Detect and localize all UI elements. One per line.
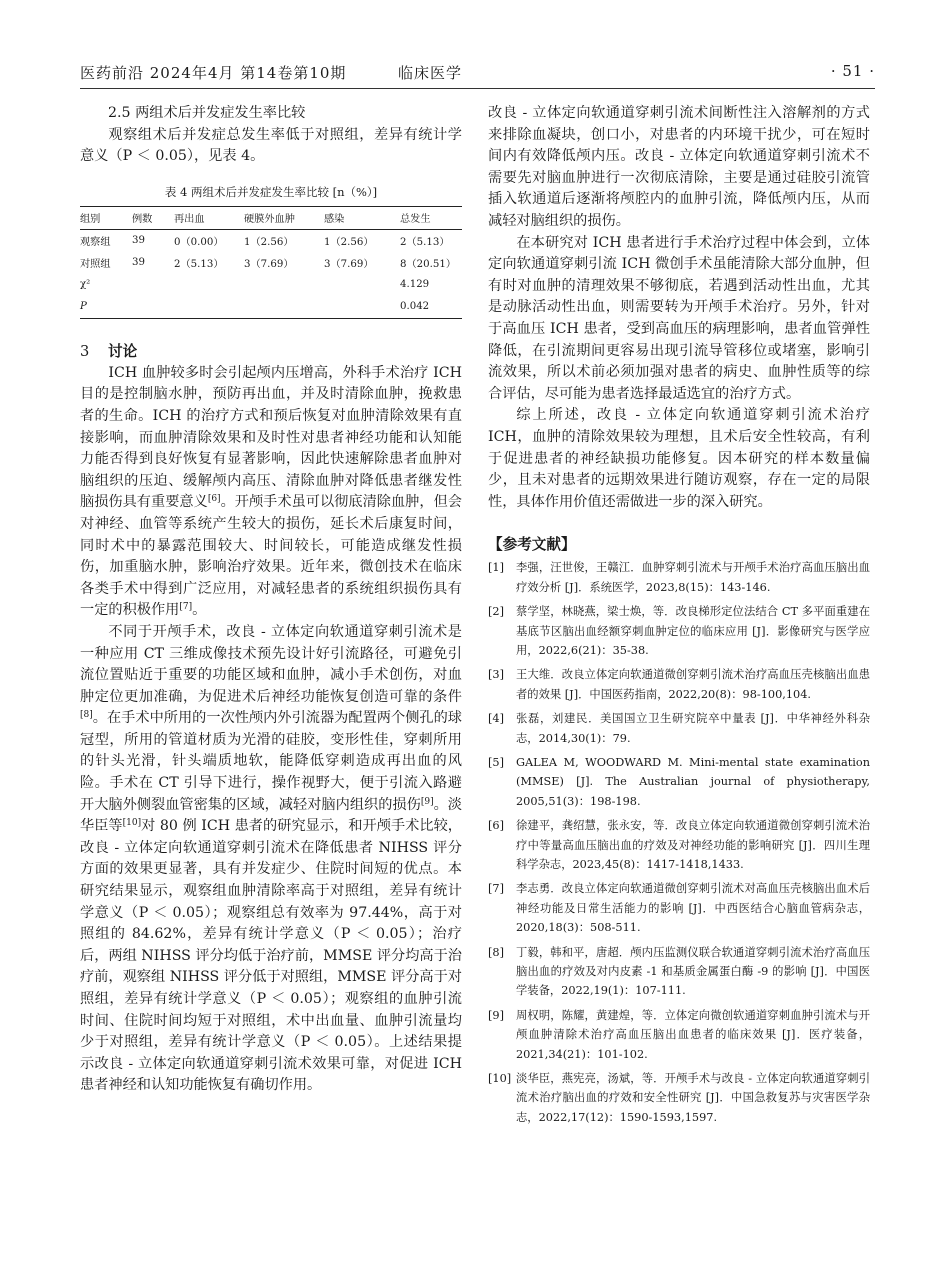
reference-item: [488, 879, 870, 937]
reference-number: [6]: [488, 819, 505, 833]
reference-number: [10]: [488, 1072, 512, 1086]
right-column: [488, 103, 870, 1132]
table-row: [80, 252, 462, 274]
reference-text: 淡华臣，燕宪亮，汤斌，等．开颅手术与改良 - 立体定向软通道穿刺引流术治疗脑出血的疗效和安全性研究 [J]．中国急救复苏与灾害医学杂志，2022,17(12)：1590-1593,1597.: [516, 1072, 870, 1124]
paragraph-experience: 在本研究对 ICH 患者进行手术治疗过程中体会到，立体定向软通道穿刺引流 ICH 微创手术虽能清除大部分血肿，但有时对血肿的清理效果不够彻底，若遇到活动性出血，尤其是动脉活动性出血，则需要转为开颅手术治疗。另外，针对于高血压 ICH 患者，受到高血压的病理影响，患者血管弹性降低，在引流期间更容易出现引流导管移位或堵塞，影响引流效果，所以术前必须加强对患者的病史、血肿性质等的综合评估，尽可能为患者选择最适选宜的治疗方式。: [488, 234, 870, 402]
table-cell: 39: [132, 235, 145, 247]
table-cell: P: [80, 296, 132, 319]
left-column: [80, 103, 462, 1097]
reference-item: [488, 602, 870, 660]
table-header-cell: 硬膜外血肿: [244, 206, 324, 229]
table-cell: 1（2.56）: [244, 237, 294, 249]
table-cell: [132, 274, 174, 296]
table-header-cell: 再出血: [174, 206, 244, 229]
table-header-cell: 总发生: [400, 206, 462, 229]
reference-item: [488, 816, 870, 874]
citation: [10]: [122, 818, 142, 829]
text-run: 。淡华臣等: [80, 796, 462, 835]
reference-item: [488, 558, 870, 597]
header-rule: [80, 88, 875, 89]
table-cell: χ²: [80, 279, 91, 291]
references-heading: 【参考文献】: [488, 536, 576, 554]
reference-text: 丁毅，韩和平，唐超．颅内压监测仪联合软通道穿刺引流术治疗高血压脑出血的疗效及对内皮素 -1 和基质金属蛋白酶 -9 的影响 [J]．中国医学装备，2022,19(1)：107-111.: [516, 945, 870, 998]
table-cell: [174, 274, 244, 296]
table-header-row: [80, 206, 462, 229]
table-cell: 2（5.13）: [400, 237, 450, 249]
citation: [6]: [207, 494, 221, 505]
table-cell: [244, 274, 324, 296]
table-cell: [244, 296, 324, 319]
reference-text: 王大维．改良立体定向软通道微创穿刺引流术治疗高血压壳核脑出血患者的效果 [J]．中国医药指南，2022,20(8)：98-100,104.: [516, 668, 870, 701]
text-run: 。在手术中所用的一次性颅内外引流器为配置两个侧孔的球冠型，所用的管道材质为光滑的硅胶，变形性佳，穿刺所用的针头光滑，针头端质地软，能降低穿刺造成再出血的风险。手术在 CT 引导下进行，操作视野大，便于引流入路避开大脑外侧裂血管密集的区域，减轻对脑内组织的损伤: [80, 710, 462, 813]
reference-number: [5]: [488, 755, 505, 769]
table-cell: 2（5.13）: [174, 259, 224, 271]
table-row: [80, 229, 462, 252]
section-title: 讨论: [108, 342, 138, 360]
text-run: 不同于开颅手术，改良 - 立体定向软通道穿刺引流术是一种应用 CT 三维成像技术预先设计好引流路径，可避免引流位置贴近于重要的功能区域和血肿，减小手术创伤，对血肿定位更加准确，为促进术后神经功能恢复创造可靠的条件: [80, 623, 462, 705]
reference-number: [1]: [488, 561, 505, 575]
table-cell: [174, 296, 244, 319]
reference-item: [488, 709, 870, 748]
reference-text: 蔡学坚，林晓燕，梁士焕，等．改良梯形定位法结合 CT 多平面重建在基底节区脑出血经额穿刺血肿定位的临床应用 [J]．影像研究与医学应用，2022,6(21)：35-38.: [516, 605, 870, 657]
table-4-caption: 表 4 两组术后并发症发生率比较 [n（%）]: [164, 184, 378, 199]
reference-text: 李志勇．改良立体定向软通道微创穿刺引流术对高血压壳核脑出血术后神经功能及日常生活能力的影响 [J]．中西医结合心脑血管病杂志，2020,18(3)：508-511.: [516, 882, 870, 935]
table-cell: 8（20.51）: [400, 259, 457, 271]
table-cell: 观察组: [80, 237, 111, 249]
text-run: 对 80 例 ICH 患者的研究显示，和开颅手术比较，改良 - 立体定向软通道穿刺引流术在降低患者 NIHSS 评分方面的效果更显著，具有并发症少、住院时间短的优点。本研究结果显示，观察组血肿清除率高于对照组，差异有统计学意义（P ＜ 0.05）；观察组总有效率为 97.44%，高于对照组的 84.62%，差异有统计学意义（P ＜ 0.05）；治疗后，两组 NIHSS 评分均低于治疗前，MMSE 评分均高于治疗前，观察组 NIHSS 评分低于对照组，MMSE 评分高于对照组，差异有统计学意义（P ＜ 0.05）；观察组的血肿引流时间、住院时间均短于对照组，术中出血量、血肿引流量均少于对照组，差异有统计学意义（P ＜ 0.05）。上述结果提示改良 - 立体定向软通道穿刺引流术效果可靠，对促进 ICH 患者神经和认知功能恢复有确切作用。: [80, 818, 462, 1094]
table-cell: 0（0.00）: [174, 237, 224, 249]
table-row: [80, 274, 462, 296]
page-header: [80, 62, 875, 86]
paragraph-complications-result: 观察组术后并发症总发生率低于对照组，差异有统计学意义（P ＜ 0.05），见表 4。: [80, 126, 462, 165]
references-list: [488, 558, 870, 1127]
table-cell: 对照组: [80, 259, 111, 271]
reference-number: [4]: [488, 712, 505, 726]
table-row: [80, 296, 462, 319]
section-number: 3: [80, 342, 90, 360]
subsection-heading-2-5: 2.5 两组术后并发症发生率比较: [108, 105, 306, 121]
table-header-cell: 组别: [80, 206, 132, 229]
section-name: 临床医学: [398, 64, 463, 82]
journal-info: 医药前沿 2024年4月 第14卷第10期: [80, 64, 347, 82]
citation: [8]: [80, 710, 93, 721]
reference-text: 周权明，陈耀，黄建煌，等．立体定向微创软通道穿刺血肿引流术与开颅血肿清除术治疗高血压脑出血患者的临床效果 [J]．医疗装备，2021,34(21)：101-102.: [516, 1008, 870, 1061]
citation: [9]: [420, 796, 434, 807]
table-cell: 0.042: [400, 296, 462, 319]
citation: [7]: [179, 602, 193, 613]
reference-text: 徐建平，龚绍慧，张永安，等．改良立体定向软通道微创穿刺引流术治疗中等量高血压脑出血的疗效及对神经功能的影响研究 [J]．四川生理科学杂志，2023,45(8)：1417-1418,1433.: [516, 819, 870, 871]
reference-number: [7]: [488, 882, 505, 896]
page-number: · 51 ·: [830, 62, 875, 80]
reference-item: [488, 943, 870, 1001]
reference-item: [488, 665, 870, 704]
reference-number: [9]: [488, 1008, 505, 1022]
reference-number: [2]: [488, 605, 505, 619]
paragraph-conclusion: 综上所述，改良 - 立体定向软通道穿刺引流术治疗 ICH，血肿的清除效果较为理想，且术后安全性较高，有利于促进患者的神经缺损功能修复。因本研究的样本数量偏少，且未对患者的远期效果进行随访观察，存在一定的局限性，具体作用价值还需做进一步的深入研究。: [488, 407, 870, 510]
reference-item: [488, 1069, 870, 1127]
table-cell: [132, 296, 174, 319]
reference-number: [8]: [488, 945, 505, 959]
section-3-heading: [80, 341, 462, 363]
reference-item: [488, 1006, 870, 1064]
reference-text: GALEA M, WOODWARD M. Mini-mental state examination (MMSE) [J]. The Australian journal of physiotherapy, 2005,51(3)：198-198.: [516, 755, 870, 808]
table-cell: [324, 296, 400, 319]
table-header-cell: 感染: [324, 206, 400, 229]
text-run: 。: [192, 602, 207, 619]
table-header-cell: 例数: [132, 206, 174, 229]
table-cell: [324, 274, 400, 296]
reference-text: 张磊，刘建民．美国国立卫生研究院卒中量表 [J]．中华神经外科杂志，2014,30(1)：79.: [516, 712, 870, 745]
reference-item: [488, 753, 870, 811]
text-run: ICH 血肿较多时会引起颅内压增高，外科手术治疗 ICH 目的是控制脑水肿，预防再出血，并及时清除血肿，挽救患者的生命。ICH 的治疗方式和预后恢复对血肿清除效果有直接影响，而血肿清除效果和及时性对患者神经功能和认知能力能否得到良好恢复有显著影响，因此快速解除患者血肿对脑组织的压迫、缓解颅内高压、清除血肿对降低患者继发性脑损伤具有重要意义: [80, 364, 462, 511]
reference-text: 李强，汪世俊，王赣江．血肿穿刺引流术与开颅手术治疗高血压脑出血疗效分析 [J]．系统医学，2023,8(15)：143-146.: [516, 561, 870, 594]
reference-number: [3]: [488, 668, 505, 682]
paragraph-discussion-2: [80, 622, 462, 1097]
paragraph-discussion-1: [80, 363, 462, 622]
table-cell: 4.129: [400, 279, 430, 291]
text-run: 。开颅手术虽可以彻底清除血肿，但会对神经、血管等系统产生较大的损伤，延长术后康复时间，同时术中的暴露范围较大、时间较长，可能造成继发性损伤，加重脑水肿，影响治疗效果。近年来，微创技术在临床各类手术中得到广泛应用，对减轻患者的系统组织损伤具有一定的积极作用: [80, 494, 462, 619]
table-cell: 3（7.69）: [244, 259, 294, 271]
table-cell: 3（7.69）: [324, 259, 374, 271]
table-4: [80, 206, 462, 319]
table-cell: 1（2.56）: [324, 237, 374, 249]
paragraph-continued: 改良 - 立体定向软通道穿刺引流术间断性注入溶解剂的方式来排除血凝块，创口小，对患者的内环境干扰少，可在短时间内有效降低颅内压。改良 - 立体定向软通道穿刺引流术不需要先对脑血肿进行一次彻底清除，主要是通过硅胶引流管插入软通道后逐渐将颅腔内的血肿引流，降低颅内压，从而减轻对脑组织的损伤。: [488, 105, 870, 229]
table-cell: 39: [132, 257, 145, 269]
